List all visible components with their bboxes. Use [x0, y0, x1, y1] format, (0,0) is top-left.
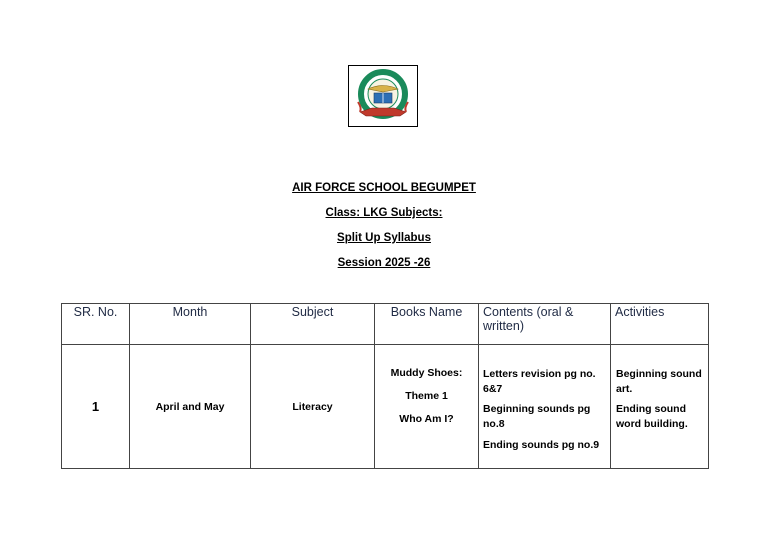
activity-line: Ending sound word building.	[616, 403, 688, 431]
class-subject-heading: Class: LKG Subjects:	[325, 207, 443, 219]
column-header-subject: Subject	[251, 304, 375, 345]
cell-subject	[251, 345, 375, 469]
cell-books-name	[375, 345, 479, 469]
table-row	[62, 345, 709, 469]
syllabus-heading: Split Up Syllabus	[337, 232, 431, 244]
book-line: Theme 1	[405, 390, 448, 402]
cell-activities	[611, 345, 709, 469]
content-line: Ending sounds pg no.9	[483, 438, 600, 451]
activity-line: Beginning sound art.	[616, 368, 702, 395]
column-header-contents: Contents (oral & written)	[479, 304, 611, 345]
cell-month	[130, 345, 251, 469]
cell-sr-no	[62, 345, 130, 469]
book-line: Muddy Shoes:	[390, 367, 463, 379]
column-header-activities: Activities	[611, 304, 709, 345]
column-header-books-name: Books Name	[375, 304, 479, 345]
school-crest-logo	[352, 68, 414, 124]
month-value: April and May	[155, 400, 225, 413]
column-header-month: Month	[130, 304, 251, 345]
column-header-sr-no: SR. No.	[62, 304, 130, 345]
content-line: Letters revision pg no. 6&7	[483, 368, 596, 395]
session-heading: Session 2025 -26	[337, 257, 431, 269]
book-line: Who Am I?	[399, 413, 454, 425]
syllabus-table	[61, 303, 709, 469]
sr-no-value: 1	[91, 399, 100, 414]
table-header-row	[62, 304, 709, 345]
cell-contents	[479, 345, 611, 469]
subject-value: Literacy	[292, 400, 333, 413]
content-line: Beginning sounds pg no.8	[483, 403, 591, 431]
school-logo-frame	[348, 65, 418, 127]
school-name-heading: AIR FORCE SCHOOL BEGUMPET	[292, 182, 476, 194]
